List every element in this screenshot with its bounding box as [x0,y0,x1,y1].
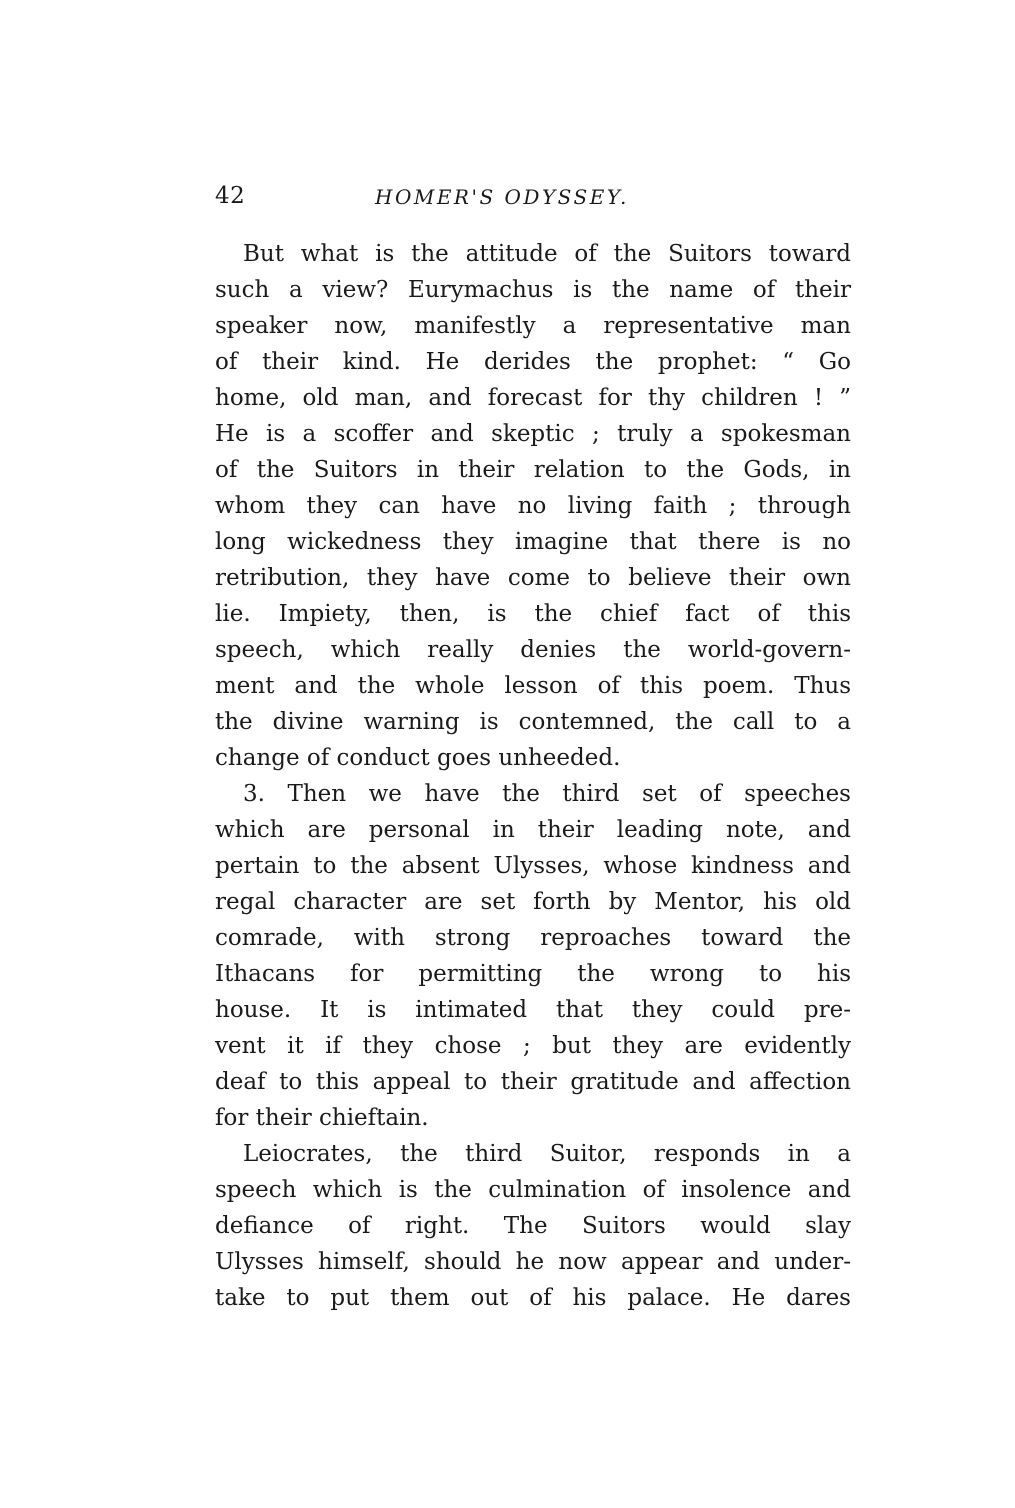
text-line: house. It is intimated that they could pre- [215,997,851,1023]
text-line: whom they can have no living faith ; through [215,493,851,519]
text-line: regal character are set forth by Mentor, his old [215,889,851,915]
text-line: Ulysses himself, should he now appear and under- [215,1249,851,1275]
text-line: take to put them out of his palace. He dares [215,1285,851,1311]
body-text [215,236,851,1316]
text-line: long wickedness they imagine that there is no [215,529,851,555]
text-line: change of conduct goes unheeded. [215,745,621,771]
text-line: for their chieftain. [215,1105,429,1131]
text-line: speaker now, manifestly a representative man [215,313,851,339]
text-line: the divine warning is contemned, the call to a [215,709,851,735]
text-line: home, old man, and forecast for thy children ! ” [215,385,851,411]
text-line: speech, which really denies the world-govern- [215,637,851,663]
text-line: of their kind. He derides the prophet: “ Go [215,349,851,375]
text-line: But what is the attitude of the Suitors toward [243,241,851,267]
text-line: ment and the whole lesson of this poem. Thus [215,673,851,699]
text-line: which are personal in their leading note, and [215,817,851,843]
text-line: speech which is the culmination of insolence and [215,1177,851,1203]
running-head [215,183,855,217]
running-title: HOMER'S ODYSSEY. [375,185,629,209]
text-line: of the Suitors in their relation to the Gods, in [215,457,851,483]
text-line: 3. Then we have the third set of speeches [243,781,851,807]
text-line: He is a scoffer and skeptic ; truly a spokesman [215,421,851,447]
text-line: Leiocrates, the third Suitor, responds in a [243,1141,851,1167]
text-line: retribution, they have come to believe their own [215,565,851,591]
text-line: such a view? Eurymachus is the name of their [215,277,851,303]
text-line: defiance of right. The Suitors would slay [215,1213,851,1239]
text-line: pertain to the absent Ulysses, whose kindness and [215,853,851,879]
text-line: Ithacans for permitting the wrong to his [215,961,851,987]
text-line: deaf to this appeal to their gratitude and affection [215,1069,851,1095]
text-line: vent it if they chose ; but they are evidently [215,1033,851,1059]
text-line: lie. Impiety, then, is the chief fact of this [215,601,851,627]
page-number: 42 [215,183,246,209]
text-line: comrade, with strong reproaches toward the [215,925,851,951]
